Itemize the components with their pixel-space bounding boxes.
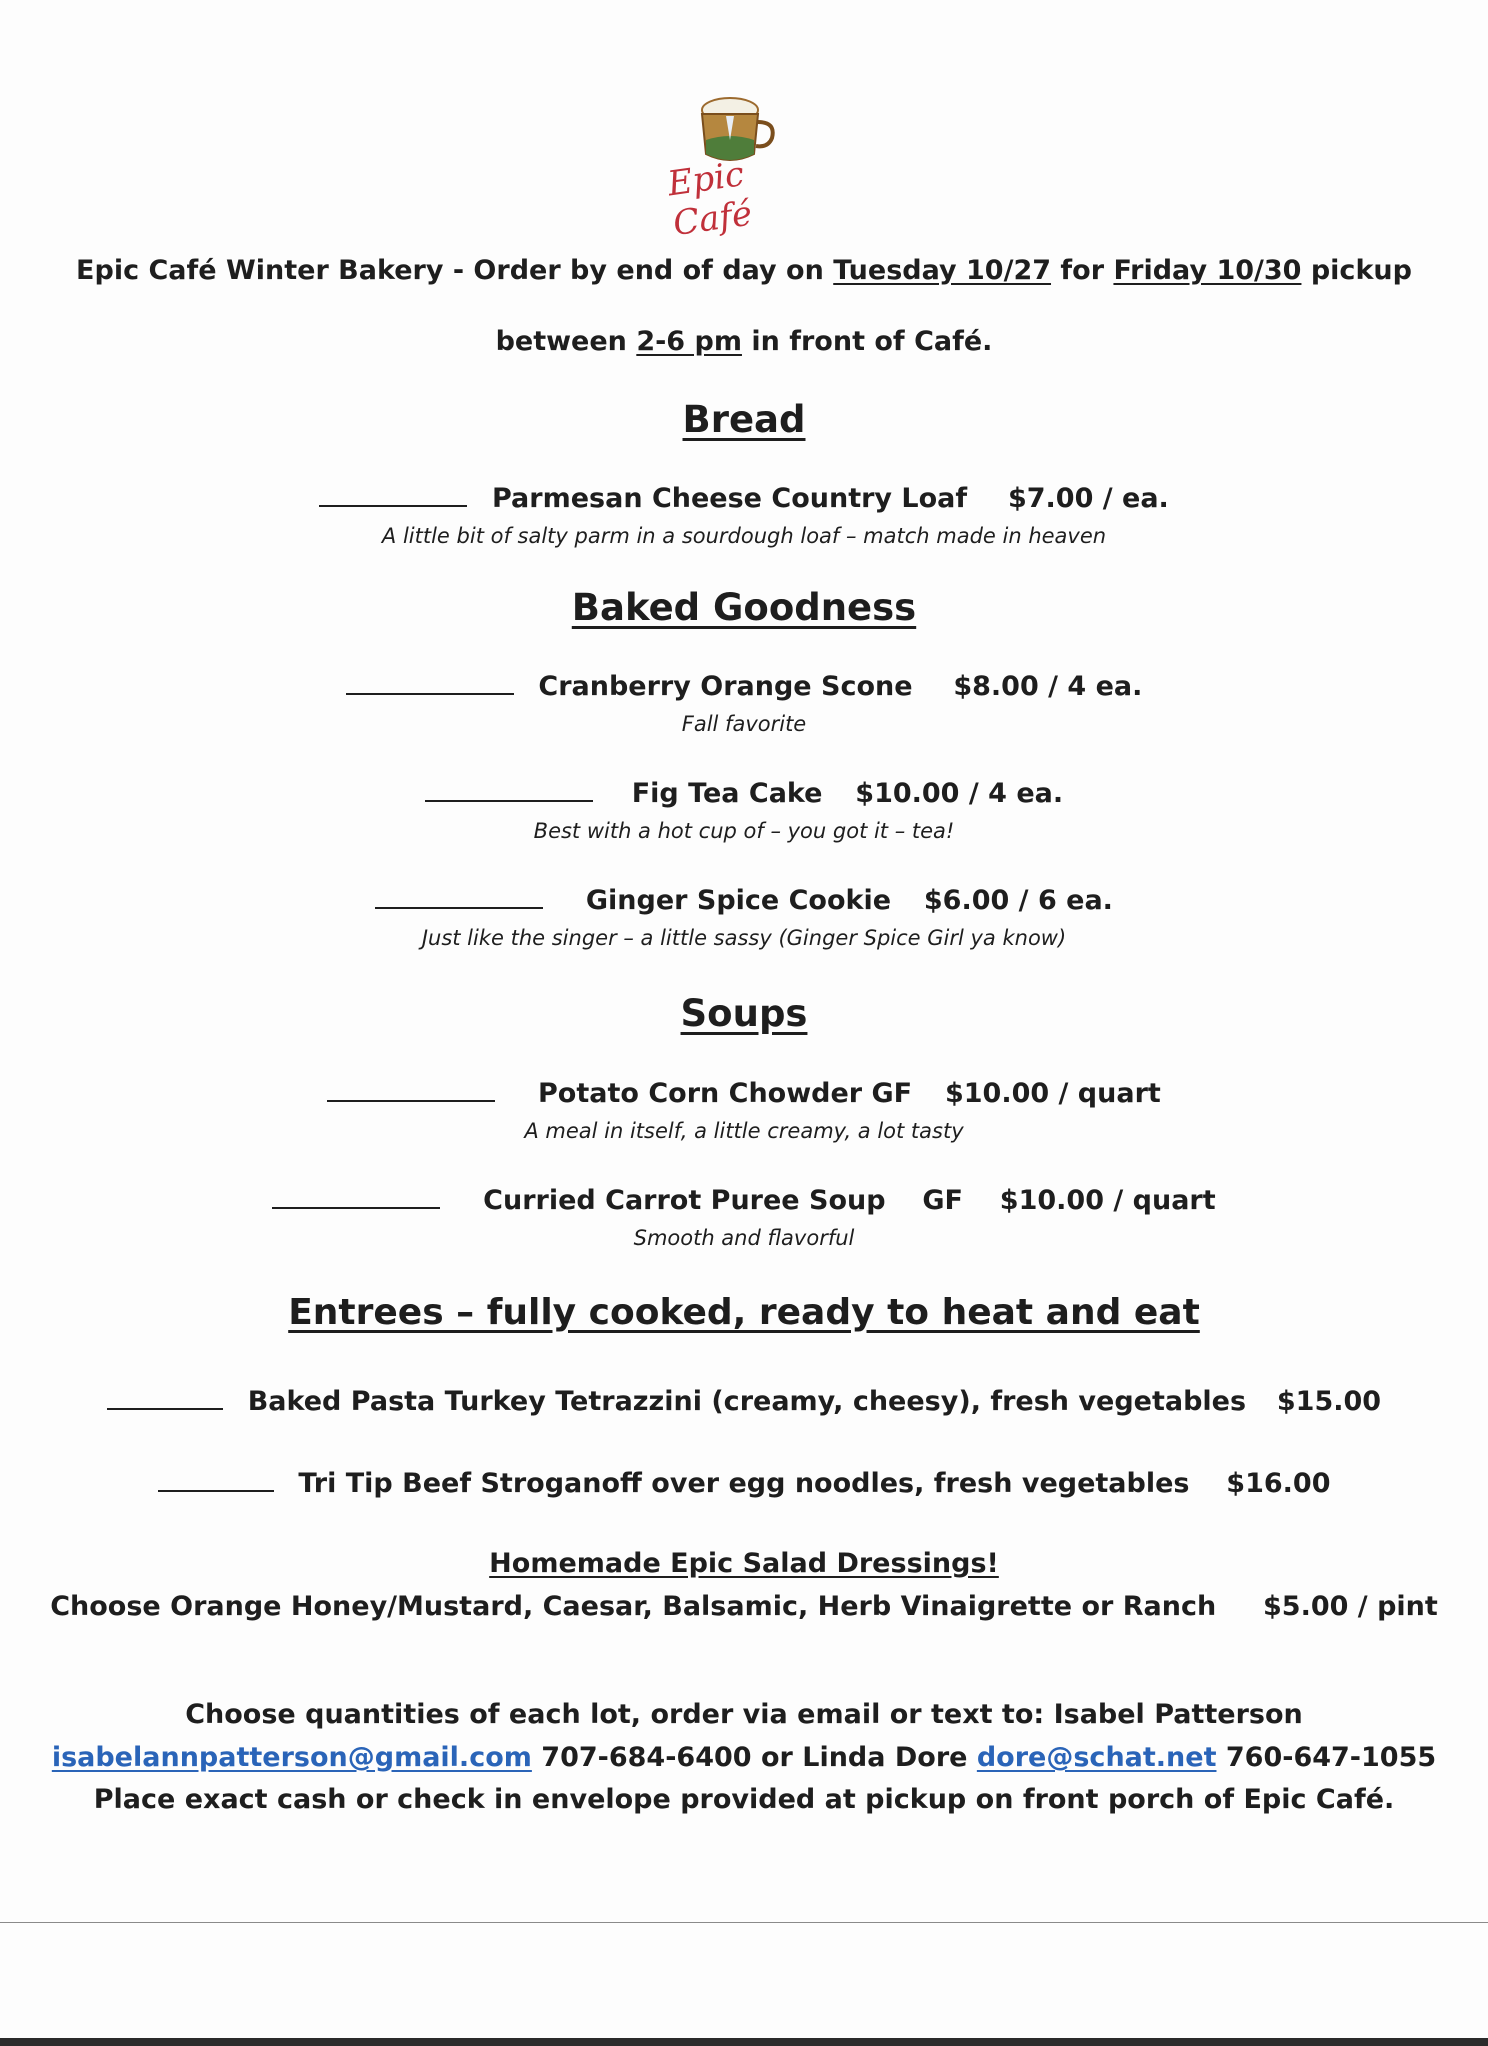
item-price: $10.00 / quart (999, 1185, 1216, 1216)
menu-item (0, 1468, 1488, 1499)
item-price: $10.00 / 4 ea. (855, 778, 1064, 809)
quantity-blank[interactable] (425, 799, 593, 802)
header-line-2 (0, 326, 1488, 357)
item-name: Ginger Spice Cookie (585, 885, 892, 916)
email-link-linda[interactable]: dore@schat.net (976, 1742, 1217, 1773)
pickup-date: Friday 10/30 (1113, 255, 1302, 286)
pickup-time: 2-6 pm (636, 326, 742, 357)
section-title-entrees: Entrees – fully cooked, ready to heat and eat (288, 1292, 1200, 1333)
item-price: $8.00 / 4 ea. (953, 671, 1143, 702)
item-description: Best with a hot cup of – you got it – tea! (533, 819, 955, 843)
item-name: Fig Tea Cake (631, 778, 823, 809)
menu-item (0, 1078, 1488, 1109)
menu-item (0, 1185, 1488, 1216)
menu-item (0, 778, 1488, 809)
menu-item (0, 483, 1488, 514)
quantity-blank[interactable] (346, 692, 514, 695)
item-name: Cranberry Orange Scone (538, 671, 913, 702)
quantity-blank[interactable] (107, 1407, 223, 1410)
section-title-baked-goodness: Baked Goodness (571, 586, 917, 629)
gluten-free-tag: GF (922, 1185, 963, 1216)
item-price: $10.00 / quart (944, 1078, 1161, 1109)
item-name: Tri Tip Beef Stroganoff over egg noodles, fresh vegetables (298, 1468, 1190, 1499)
section-title-soups: Soups (680, 992, 808, 1035)
quantity-blank[interactable] (327, 1099, 495, 1102)
item-price: $15.00 (1276, 1386, 1382, 1417)
contact-line-2 (0, 1742, 1488, 1773)
scan-bottom-edge (0, 2038, 1488, 2046)
item-price: $16.00 (1226, 1468, 1331, 1499)
phone-isabel: 707-684-6400 or Linda Dore (531, 1742, 977, 1773)
contact-line-1: Choose quantities of each lot, order via email or text to: Isabel Patterson (185, 1699, 1303, 1730)
logo-text: Epic Café (665, 154, 755, 245)
email-link-isabel[interactable]: isabelannpatterson@gmail.com (51, 1742, 532, 1773)
menu-item (0, 1386, 1488, 1417)
contact-line-3: Place exact cash or check in envelope provided at pickup on front porch of Epic Café. (93, 1784, 1395, 1815)
dressings-text: Choose Orange Honey/Mustard, Caesar, Balsamic, Herb Vinaigrette or Ranch (50, 1591, 1217, 1622)
item-price: $6.00 / 6 ea. (923, 885, 1113, 916)
menu-item (0, 671, 1488, 702)
item-name: Parmesan Cheese Country Loaf (491, 483, 968, 514)
header-line-1 (0, 255, 1488, 286)
section-title-bread: Bread (682, 398, 806, 441)
quantity-blank[interactable] (375, 906, 543, 909)
header-suffix: pickup (1301, 255, 1412, 286)
item-name: Baked Pasta Turkey Tetrazzini (creamy, cheesy), fresh vegetables (247, 1386, 1247, 1417)
quantity-blank[interactable] (272, 1206, 440, 1209)
item-name: Potato Corn Chowder GF (538, 1078, 913, 1109)
item-description: Just like the singer – a little sassy (Ginger Spice Girl ya know) (421, 926, 1067, 950)
item-price: $7.00 / ea. (1007, 483, 1169, 514)
dressings-line (0, 1591, 1488, 1622)
page-edge-line (0, 1922, 1488, 1923)
dressings-price: $5.00 / pint (1263, 1591, 1438, 1622)
item-description: Fall favorite (681, 712, 807, 736)
header-line2-suffix: in front of Café. (741, 326, 993, 357)
quantity-blank[interactable] (158, 1489, 274, 1492)
item-description: A meal in itself, a little creamy, a lot tasty (524, 1119, 964, 1143)
item-description: Smooth and flavorful (633, 1226, 855, 1250)
item-name: Curried Carrot Puree Soup (483, 1185, 886, 1216)
header-line2-prefix: between (495, 326, 637, 357)
header-prefix: Epic Café Winter Bakery - Order by end of day on (76, 255, 834, 286)
menu-item (0, 885, 1488, 916)
quantity-blank[interactable] (319, 504, 467, 507)
item-description: A little bit of salty parm in a sourdough loaf – match made in heaven (381, 524, 1107, 548)
header-mid: for (1051, 255, 1114, 286)
epic-cafe-logo (660, 92, 820, 245)
phone-linda: 760-647-1055 (1216, 1742, 1437, 1773)
order-by-date: Tuesday 10/27 (833, 255, 1052, 286)
dressings-title: Homemade Epic Salad Dressings! (489, 1548, 999, 1579)
